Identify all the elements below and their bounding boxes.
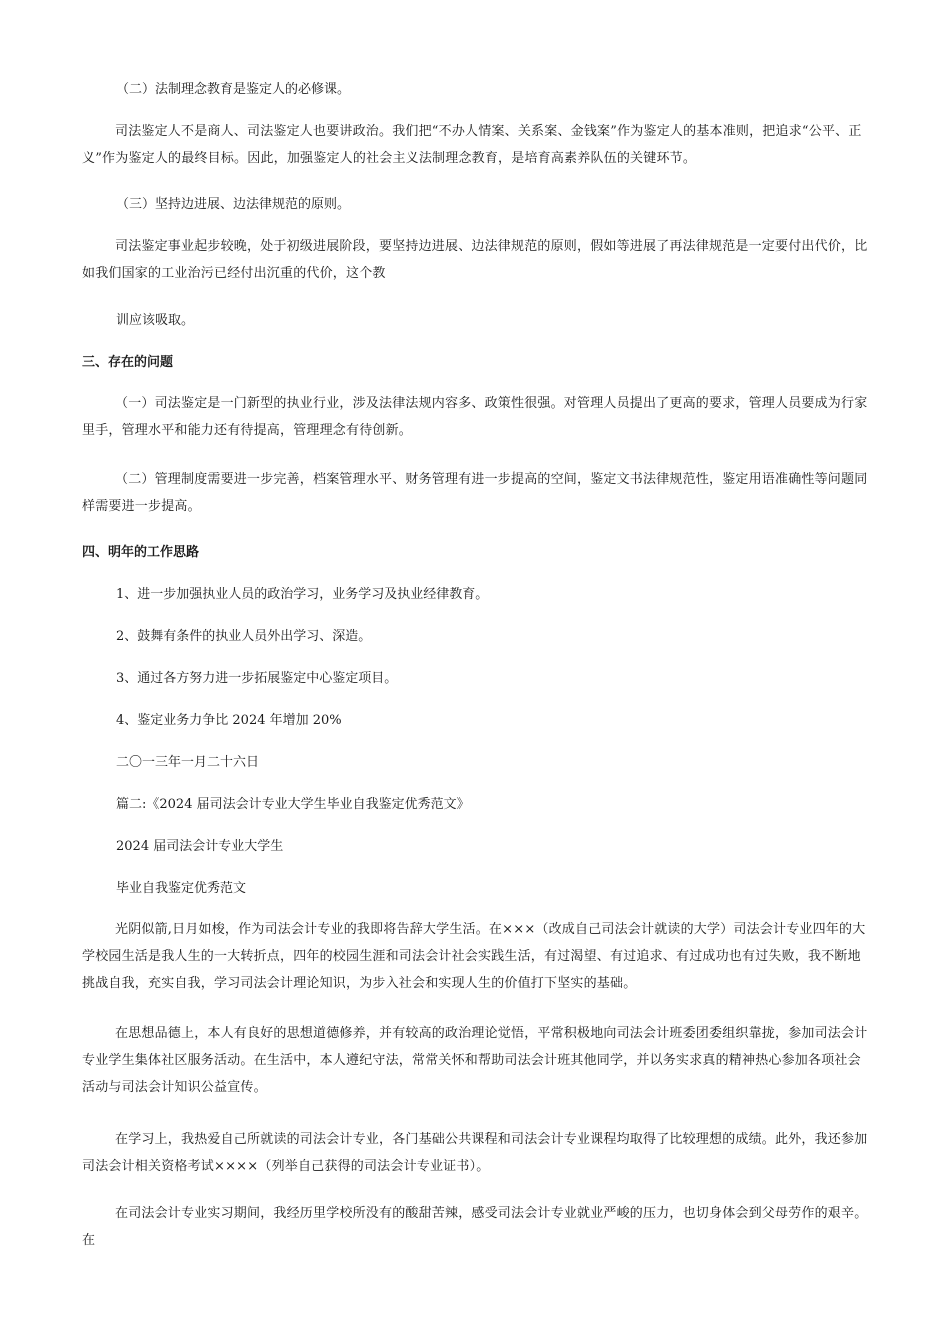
paragraph-problem-2: （二）管理制度需要进一步完善，档案管理水平、财务管理有进一步提高的空间，鉴定文书法律规范性，鉴定用语准确性等问题同样需要进一步提高。 [82, 472, 868, 514]
paragraph-lesson-line: 训应该吸取。 [116, 313, 195, 328]
article-two-title: 篇二:《2024 届司法会计专业大学生毕业自我鉴定优秀范文》 [116, 797, 470, 812]
paragraph-development-principle: 司法鉴定事业起步较晚，处于初级进展阶段，要坚持边进展、边法律规范的原则，假如等进展了再法律规范是一定要付出代价，比如我们国家的工业治污已经付出沉重的代价，这个教 [82, 239, 868, 281]
list-item-3: 3、通过各方努力进一步拓展鉴定中心鉴定项目。 [116, 671, 398, 686]
paragraph-study: 在学习上，我热爱自己所就读的司法会计专业，各门基础公共课程和司法会计专业课程均取得了比较理想的成绩。此外，我还参加司法会计相关资格考试××××（列举自己获得的司法会计专业证书）。 [82, 1132, 868, 1174]
article-subtitle-1: 2024 届司法会计专业大学生 [116, 839, 284, 854]
paragraph-moral: 在思想品德上，本人有良好的思想道德修养，并有较高的政治理论觉悟，平常积极地向司法会计班委团委组织靠拢，参加司法会计专业学生集体社区服务活动。在生活中，本人遵纪守法，常常关怀和帮助司法会计班其他同学，并以务实求真的精神热心参加各项社会活动与司法会计知识公益宣传。 [82, 1026, 868, 1095]
list-item-2: 2、鼓舞有条件的执业人员外出学习、深造。 [116, 629, 372, 644]
paragraph-internship: 在司法会计专业实习期间，我经历里学校所没有的酸甜苦辣，感受司法会计专业就业严峻的压力，也切身体会到父母劳作的艰辛。在 [82, 1206, 868, 1248]
list-item-4: 4、鉴定业务力争比 2024 年增加 20% [116, 713, 342, 728]
section-heading-next-year: 四、明年的工作思路 [82, 545, 200, 560]
article-subtitle-2: 毕业自我鉴定优秀范文 [116, 881, 247, 896]
paragraph-appraiser-politics: 司法鉴定人不是商人、司法鉴定人也要讲政治。我们把“不办人情案、关系案、金钱案”作为鉴定人的基本准则，把追求“公平、正义”作为鉴定人的最终目标。因此，加强鉴定人的社会主义法制理念教育，是培育高素养队伍的关键环节。 [82, 124, 862, 166]
section-heading-problems: 三、存在的问题 [82, 355, 174, 370]
list-item-1: 1、进一步加强执业人员的政治学习，业务学习及执业经律教育。 [116, 587, 489, 602]
subsection-heading-2: （二）法制理念教育是鉴定人的必修课。 [116, 82, 351, 97]
date-line: 二〇一三年一月二十六日 [116, 755, 260, 770]
paragraph-intro: 光阴似箭,日月如梭，作为司法会计专业的我即将告辞大学生活。在×××（改成自己司法会计就读的大学）司法会计专业四年的大学校园生活是我人生的一大转折点，四年的校园生涯和司法会计社会实践生活，有过渴望、有过追求、有过成功也有过失败，我不断地挑战自我，充实自我，学习司法会计理论知识，为步入社会和实现人生的价值打下坚实的基础。 [82, 922, 866, 991]
paragraph-problem-1: （一）司法鉴定是一门新型的执业行业，涉及法律法规内容多、政策性很强。对管理人员提出了更高的要求，管理人员要成为行家里手，管理水平和能力还有待提高，管理理念有待创新。 [82, 396, 868, 438]
subsection-heading-3: （三）坚持边进展、边法律规范的原则。 [116, 197, 351, 212]
